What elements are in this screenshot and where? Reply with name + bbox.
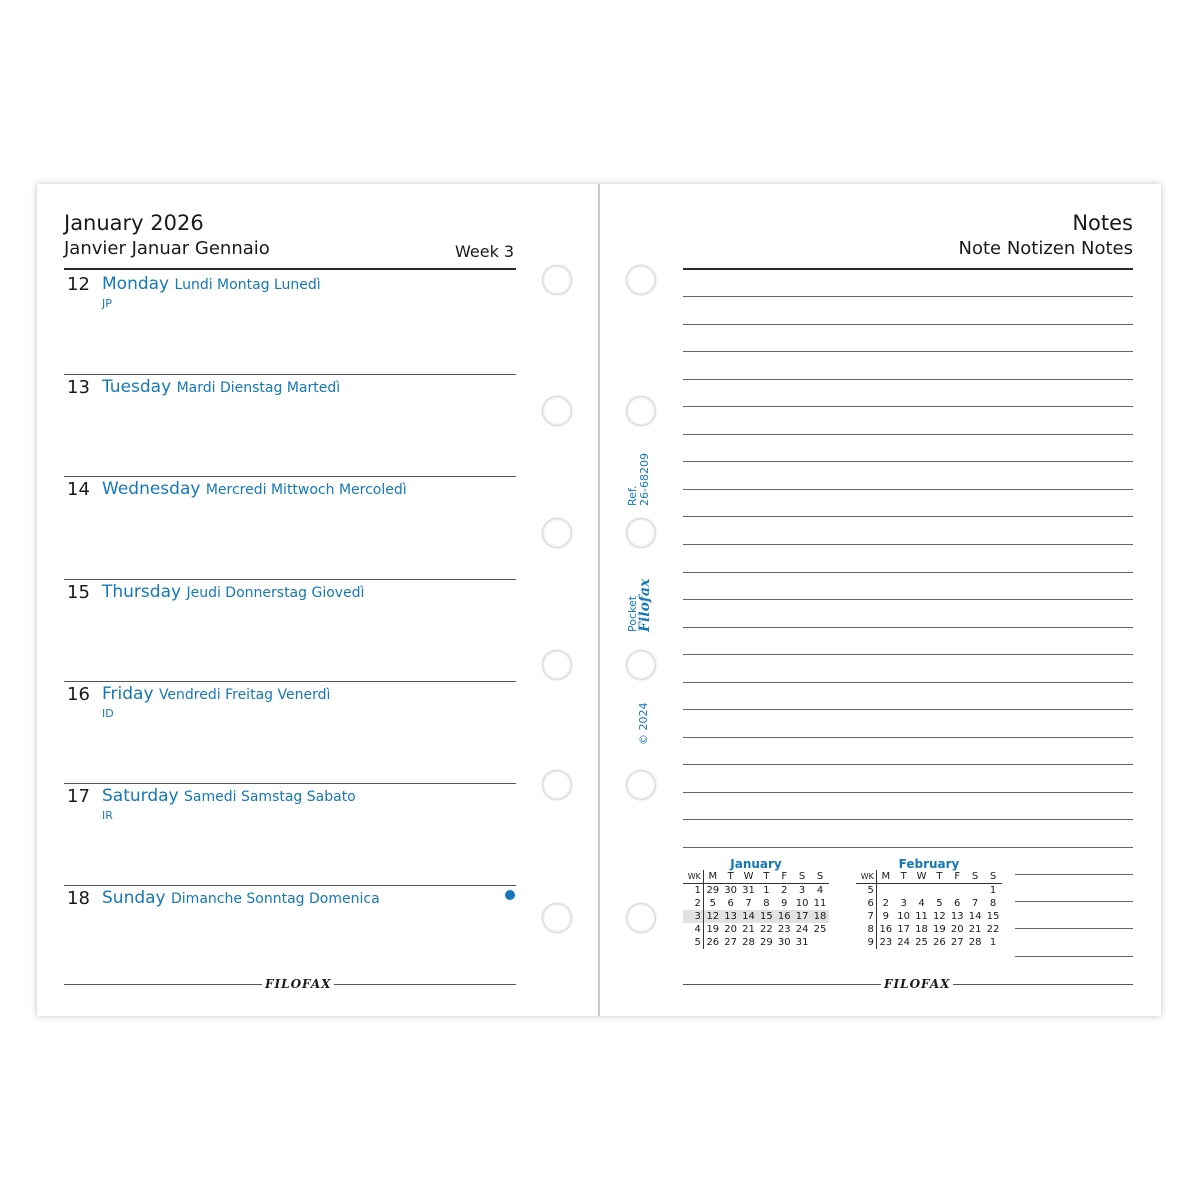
notes-header-rule: [683, 268, 1133, 270]
notes-title: Notes: [1072, 211, 1133, 235]
day-name: Monday Lundi Montag Lunedì: [102, 274, 321, 294]
mini-calendar-week: [856, 884, 1002, 898]
day-divider: [64, 885, 516, 886]
mini-calendar-day: 16: [775, 910, 793, 923]
day-number: 18: [67, 888, 90, 909]
ref-label: Ref. 26-68209: [626, 453, 651, 506]
mini-calendar-day: 23: [777, 924, 791, 935]
day-divider: [64, 579, 516, 580]
holiday-code: JP: [102, 297, 112, 310]
mini-calendar-day: 7: [971, 898, 979, 909]
mini-calendar-day: 30: [777, 937, 791, 948]
mini-calendar-header: T: [895, 870, 913, 884]
day-divider: [64, 681, 516, 682]
mini-calendar-day: 18: [915, 924, 928, 935]
mini-calendar-header: S: [984, 870, 1002, 884]
mini-calendar-day: 9: [882, 911, 889, 922]
note-line-short[interactable]: [1015, 956, 1133, 957]
day-name: Thursday Jeudi Donnerstag Giovedì: [102, 582, 365, 602]
week-number: Week 3: [455, 242, 515, 261]
spine-brand: Pocket Filofax: [626, 578, 653, 632]
note-line[interactable]: [683, 627, 1133, 628]
mini-calendar-header: F: [775, 870, 793, 884]
mini-calendar-day: 31: [795, 937, 809, 948]
month-subtitle: Janvier Januar Gennaio: [64, 238, 270, 259]
mini-calendar-header: M: [703, 870, 721, 884]
mini-calendar-title: January: [730, 857, 782, 871]
mini-calendar-week: [683, 923, 829, 936]
mini-calendar-week-number: 2: [683, 897, 703, 910]
mini-calendar-header: W: [913, 870, 931, 884]
mini-calendar-day: 26: [706, 937, 720, 948]
ring-hole: [626, 518, 656, 548]
day-name: Friday Vendredi Freitag Venerdì: [102, 684, 331, 704]
mini-calendar-day: 8: [763, 898, 770, 909]
note-line[interactable]: [683, 709, 1133, 710]
mini-calendar-day: 22: [760, 924, 773, 935]
mini-calendar-week-number: 5: [683, 936, 703, 949]
mini-calendar-day: [913, 884, 931, 898]
mini-calendar-day: 15: [757, 910, 775, 923]
mini-calendar-week: [683, 884, 829, 898]
mini-calendar-day: 2: [781, 885, 788, 896]
day-block[interactable]: [64, 782, 516, 882]
mini-calendar-day: 11: [813, 898, 827, 909]
note-line[interactable]: [683, 434, 1133, 435]
day-name-translations: Mardi Dienstag Martedì: [176, 380, 341, 396]
mini-calendar-day: 5: [709, 898, 716, 909]
mini-calendar-day: 13: [950, 911, 964, 922]
mini-calendar-day: 3: [900, 898, 907, 909]
mini-calendar-day: 25: [813, 924, 827, 935]
mini-calendar-day: 17: [793, 910, 811, 923]
mini-calendar-day: 27: [724, 937, 738, 948]
mini-calendar-week-number: 1: [683, 884, 703, 898]
day-divider: [64, 476, 516, 477]
mini-calendar-week-number: 5: [856, 884, 876, 898]
mini-calendar-day: 1: [989, 937, 997, 948]
note-line[interactable]: [683, 461, 1133, 462]
ring-hole: [542, 650, 572, 680]
mini-calendar-title: February: [898, 857, 960, 871]
day-block[interactable]: [64, 373, 516, 473]
month-title: January 2026: [64, 211, 204, 235]
day-block[interactable]: [64, 578, 516, 678]
mini-calendar-february: [856, 857, 1002, 957]
day-name: Sunday Dimanche Sonntag Domenica: [102, 888, 380, 908]
mini-calendar-day: 25: [915, 937, 928, 948]
mini-calendar-january: [683, 857, 829, 957]
mini-calendar-week-number: 6: [856, 897, 876, 910]
note-line-short[interactable]: [1015, 874, 1133, 875]
notes-subtitle: Note Notizen Notes: [958, 238, 1133, 259]
ring-hole: [542, 265, 572, 295]
mini-calendar-day: [876, 884, 894, 898]
mini-calendar-day: 24: [897, 937, 911, 948]
mini-calendar-header: WK: [683, 870, 703, 884]
mini-calendar-week-number: 4: [683, 923, 703, 936]
mini-calendar-header: S: [793, 870, 811, 884]
mini-calendar-week-number: 8: [856, 923, 876, 936]
day-number: 12: [67, 274, 90, 295]
mini-calendar-day: 30: [724, 885, 738, 896]
mini-calendar-day: 31: [742, 885, 755, 896]
day-block[interactable]: [64, 270, 516, 370]
month-end-dot: [505, 890, 515, 900]
mini-calendar-day: 8: [989, 898, 997, 909]
filofax-logo-right: FILOFAX: [881, 977, 953, 991]
mini-calendar-day: 21: [968, 924, 982, 935]
mini-calendar-header: F: [948, 870, 966, 884]
mini-calendar-day: 16: [879, 924, 893, 935]
note-line[interactable]: [683, 379, 1133, 380]
note-line-short[interactable]: [1015, 901, 1133, 902]
day-name-translations: Lundi Montag Lunedì: [174, 277, 321, 293]
ring-hole: [626, 903, 656, 933]
mini-calendar-day: 2: [882, 898, 889, 909]
mini-calendar-grid: [856, 870, 1002, 949]
mini-calendar-header: S: [811, 870, 829, 884]
note-line[interactable]: [683, 819, 1133, 820]
day-number: 15: [67, 582, 90, 603]
ring-hole: [626, 396, 656, 426]
mini-calendar-day: 19: [933, 924, 946, 935]
day-number: 16: [67, 684, 90, 705]
mini-calendar-day: 28: [968, 937, 982, 948]
mini-calendar-day: [811, 936, 829, 949]
ring-hole: [542, 903, 572, 933]
ring-hole: [542, 518, 572, 548]
mini-calendar-day: 10: [897, 911, 911, 922]
mini-calendar-day: 29: [706, 885, 720, 896]
mini-calendar-day: 6: [727, 898, 734, 909]
mini-calendar-header: T: [722, 870, 740, 884]
note-line[interactable]: [683, 324, 1133, 325]
mini-calendar-week: [856, 897, 1002, 910]
mini-calendar-day: 3: [798, 885, 806, 896]
copyright: © 2024: [637, 702, 650, 745]
mini-calendar-day: [948, 884, 966, 898]
day-number: 14: [67, 479, 90, 500]
note-line[interactable]: [683, 351, 1133, 352]
mini-calendar-header: M: [876, 870, 894, 884]
day-name: Wednesday Mercredi Mittwoch Mercoledì: [102, 479, 407, 499]
mini-calendar-day: 20: [724, 924, 738, 935]
mini-calendar-day: 11: [915, 911, 928, 922]
note-line[interactable]: [683, 489, 1133, 490]
mini-calendar-day: 21: [742, 924, 755, 935]
day-number: 17: [67, 786, 90, 807]
mini-calendar-day: 23: [879, 937, 893, 948]
mini-calendar-day: [966, 884, 984, 898]
note-line[interactable]: [683, 406, 1133, 407]
mini-calendar-day: [895, 884, 913, 898]
note-line[interactable]: [683, 599, 1133, 600]
mini-calendar-day: 5: [936, 898, 943, 909]
mini-calendar-header: W: [740, 870, 758, 884]
mini-calendar-day: 28: [742, 937, 755, 948]
ring-hole: [626, 265, 656, 295]
mini-calendar-day: [930, 884, 948, 898]
note-line[interactable]: [683, 792, 1133, 793]
mini-calendar-grid: [683, 870, 829, 949]
ring-hole: [542, 770, 572, 800]
mini-calendar-week: [683, 936, 829, 949]
mini-calendar-week-number: 7: [856, 910, 876, 923]
mini-calendar-day: 14: [740, 910, 758, 923]
mini-calendar-header: WK: [856, 870, 876, 884]
mini-calendar-day: 17: [897, 924, 911, 935]
mini-calendar-week: [856, 910, 1002, 923]
day-name-translations: Vendredi Freitag Venerdì: [158, 687, 331, 703]
mini-calendar-header: S: [966, 870, 984, 884]
mini-calendar-week: [856, 923, 1002, 936]
note-line[interactable]: [683, 737, 1133, 738]
mini-calendar-day: 14: [968, 911, 982, 922]
day-name-translations: Jeudi Donnerstag Giovedì: [186, 585, 365, 601]
mini-calendar-week-number: 9: [856, 936, 876, 949]
holiday-code: IR: [102, 809, 113, 822]
note-line[interactable]: [683, 516, 1133, 517]
note-line[interactable]: [683, 296, 1133, 297]
mini-calendar-day: 10: [795, 898, 809, 909]
day-divider: [64, 783, 516, 784]
mini-calendar-day: 26: [933, 937, 946, 948]
ring-hole: [626, 650, 656, 680]
mini-calendar-day: 29: [760, 937, 773, 948]
day-name-translations: Mercredi Mittwoch Mercoledì: [205, 482, 407, 498]
holiday-code: ID: [102, 707, 114, 720]
day-name-translations: Samedi Samstag Sabato: [184, 789, 356, 805]
day-name: Saturday Samedi Samstag Sabato: [102, 786, 356, 806]
mini-calendar-day: 12: [933, 911, 946, 922]
day-name-translations: Dimanche Sonntag Domenica: [171, 891, 380, 907]
mini-calendar-day: 20: [950, 924, 964, 935]
mini-calendar-day: 13: [722, 910, 740, 923]
mini-calendar-day: 12: [703, 910, 721, 923]
mini-calendar-day: 15: [986, 911, 1000, 922]
ring-hole: [626, 770, 656, 800]
mini-calendar-day: 1: [763, 885, 770, 896]
mini-calendar-week: [856, 936, 1002, 949]
note-line[interactable]: [683, 682, 1133, 683]
mini-calendar-day: 18: [811, 910, 829, 923]
day-name: Tuesday Mardi Dienstag Martedì: [102, 377, 341, 397]
day-block[interactable]: [64, 680, 516, 780]
note-line[interactable]: [683, 847, 1133, 848]
mini-calendar-header: T: [757, 870, 775, 884]
page-fold: [598, 184, 600, 1016]
mini-calendar-day: 7: [745, 898, 752, 909]
mini-calendar-day: 4: [918, 898, 925, 909]
note-line-short[interactable]: [1015, 928, 1133, 929]
day-block[interactable]: [64, 475, 516, 575]
note-line[interactable]: [683, 572, 1133, 573]
day-number: 13: [67, 377, 90, 398]
mini-calendar-day: 6: [954, 898, 961, 909]
mini-calendar-day: 9: [781, 898, 788, 909]
filofax-logo-left: FILOFAX: [262, 977, 334, 991]
mini-calendar-day: 22: [986, 924, 1000, 935]
day-divider: [64, 374, 516, 375]
mini-calendar-header: T: [930, 870, 948, 884]
note-line[interactable]: [683, 764, 1133, 765]
note-line[interactable]: [683, 544, 1133, 545]
mini-calendar-day: 24: [795, 924, 809, 935]
day-block[interactable]: [64, 884, 516, 984]
ring-hole: [542, 396, 572, 426]
note-line[interactable]: [683, 654, 1133, 655]
mini-calendar-day: 4: [816, 885, 824, 896]
mini-calendar-day: 19: [706, 924, 720, 935]
mini-calendar-week-number: 3: [683, 910, 703, 923]
mini-calendar-day: 1: [989, 885, 997, 896]
mini-calendar-week: [683, 910, 829, 923]
mini-calendar-week: [683, 897, 829, 910]
mini-calendar-day: 27: [950, 937, 964, 948]
